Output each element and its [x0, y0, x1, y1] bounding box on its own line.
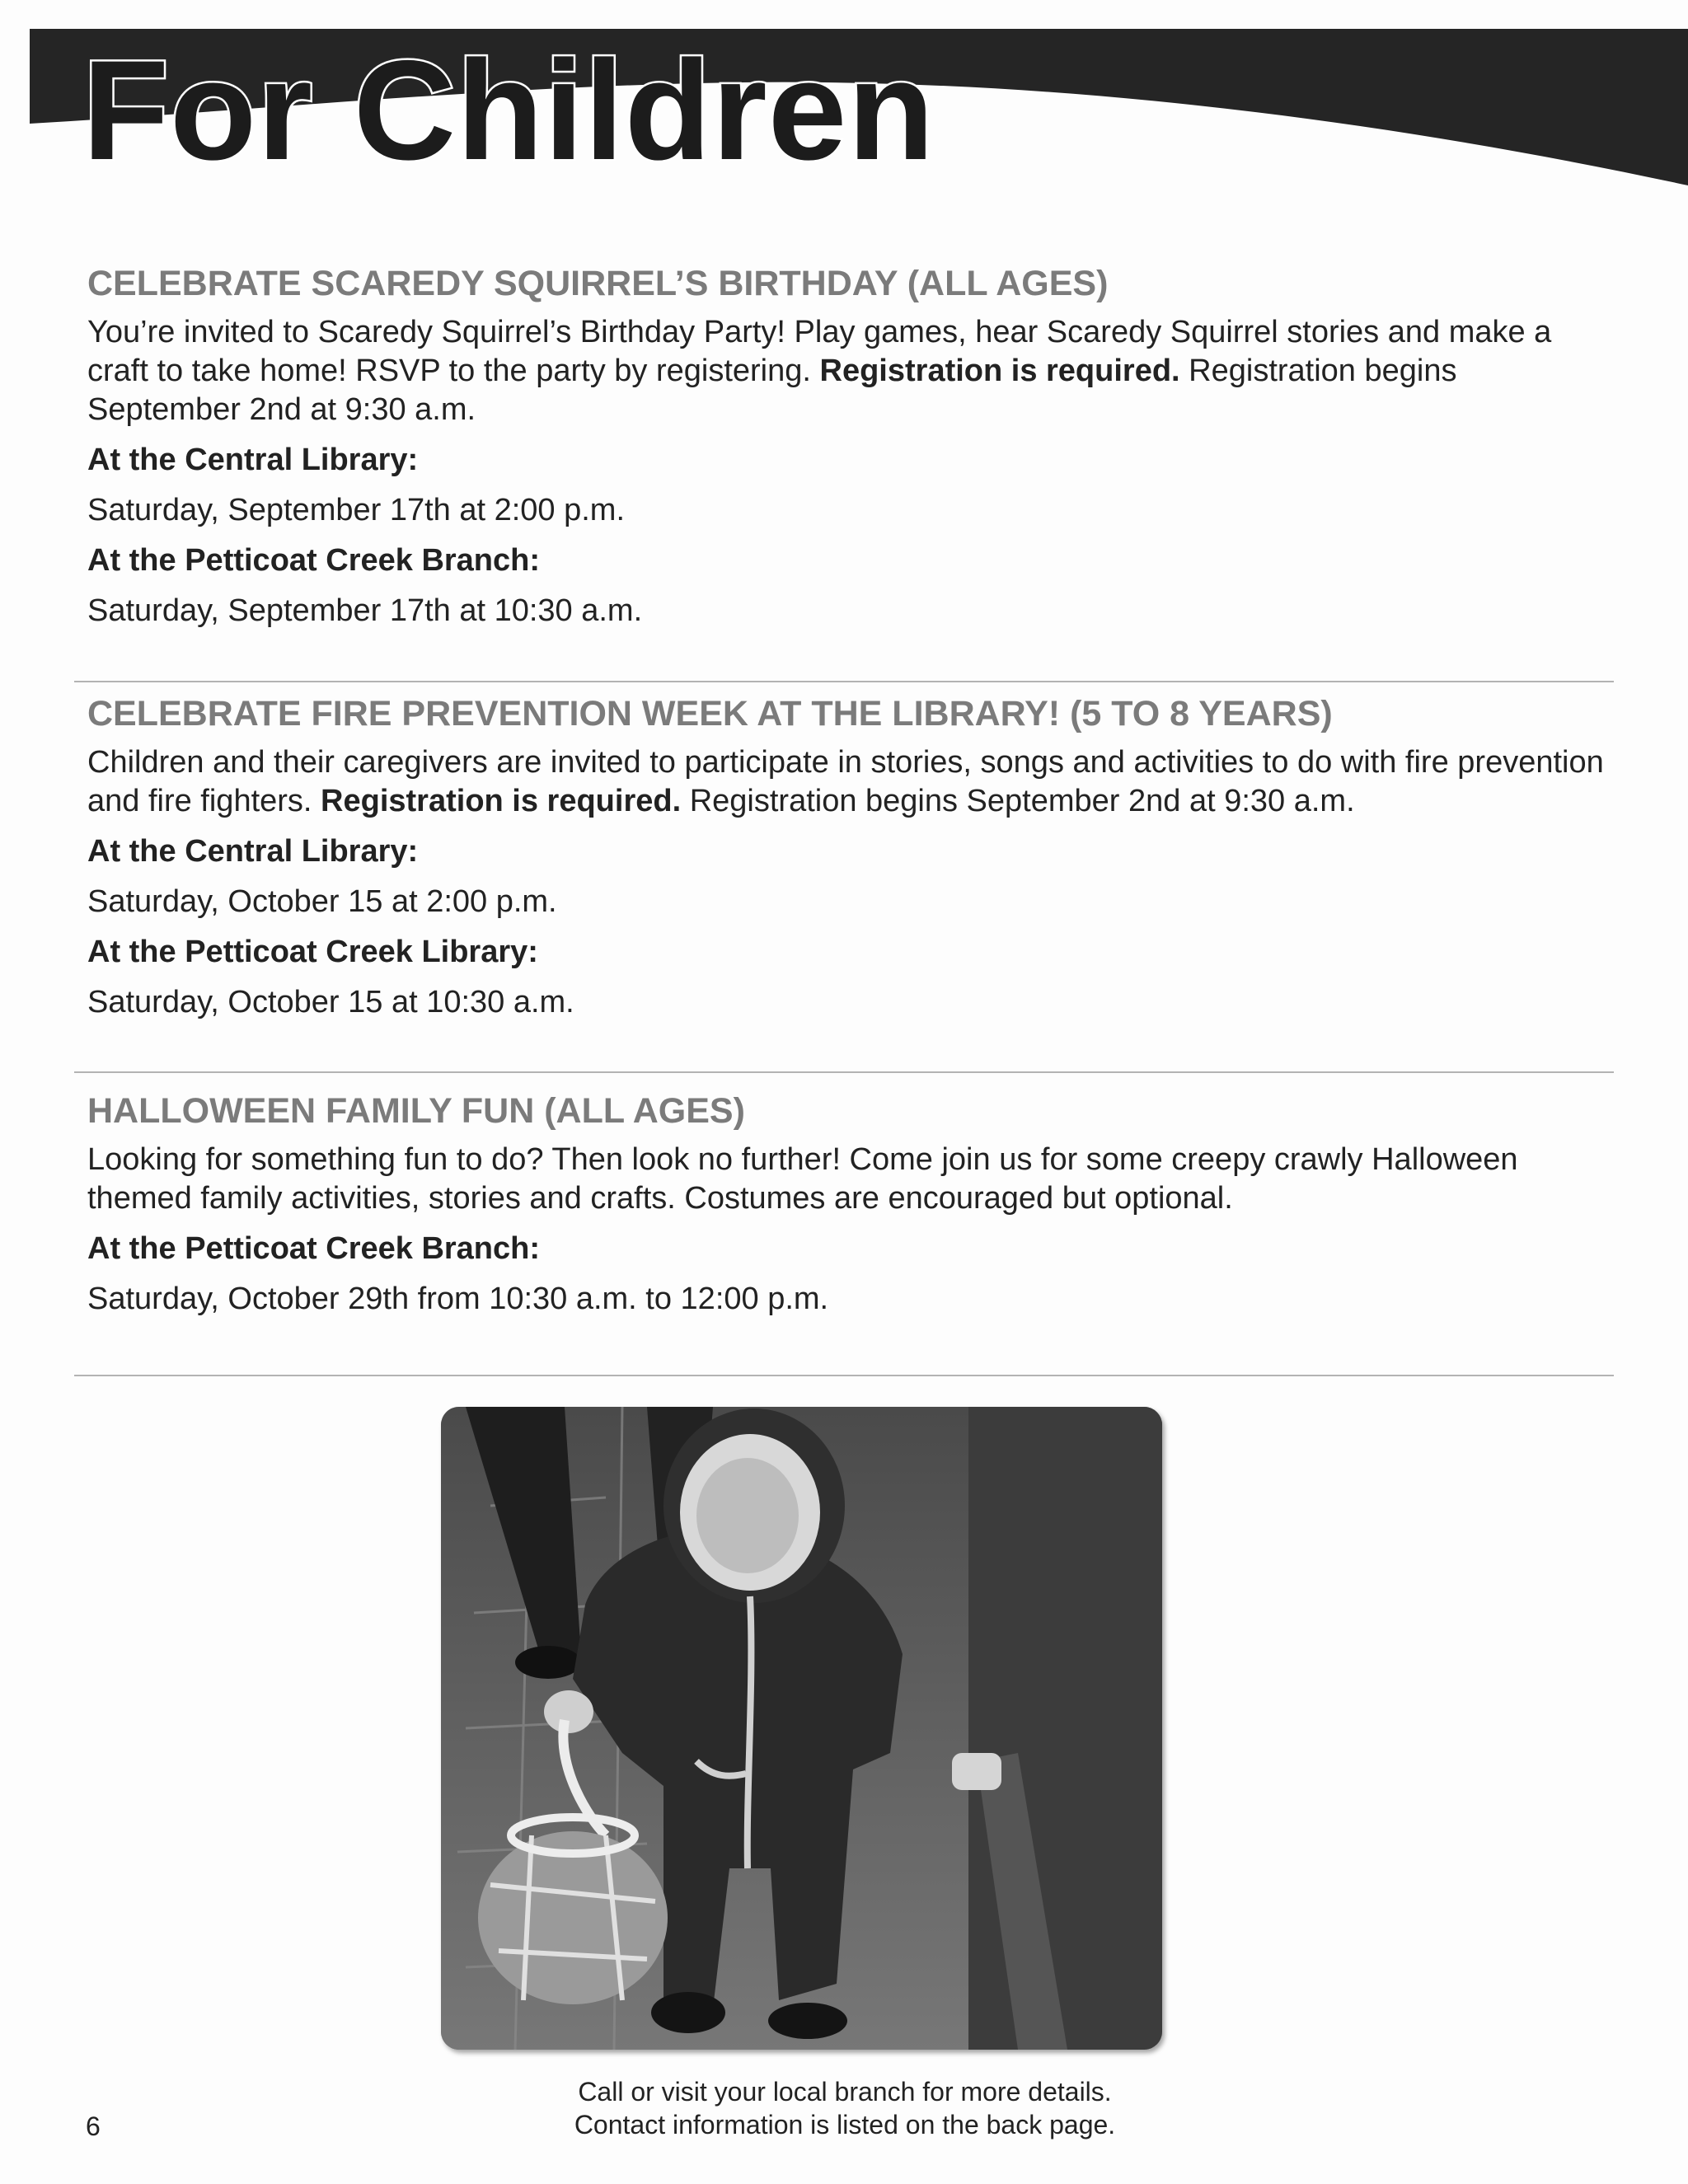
location-label: At the Petticoat Creek Branch: — [87, 1231, 541, 1266]
event-time: Saturday, October 15 at 10:30 a.m. — [87, 985, 574, 1019]
location-label: At the Central Library: — [87, 443, 419, 477]
event-time: Saturday, September 17th at 10:30 a.m. — [87, 593, 643, 628]
section-description: Looking for something fun to do? Then look no further! Come join us for some creepy crawly Halloween themed family activities, stories and crafts. Costumes are encouraged but optional. — [87, 1142, 1518, 1216]
section-title: CELEBRATE FIRE PREVENTION WEEK AT THE LIBRARY! (5 TO 8 YEARS) — [87, 694, 1333, 733]
event-time: Saturday, October 15 at 2:00 p.m. — [87, 884, 557, 919]
section-divider — [74, 1071, 1614, 1073]
page-title: For Children — [82, 31, 935, 190]
footer-note-details: Call or visit your local branch for more details. — [578, 2077, 1112, 2107]
section-divider — [74, 681, 1614, 682]
description-text: You’re invited to Scaredy Squirrel’s Birthday Party! Play games, hear Scaredy Squirrel stories and make a craft to take home! RSVP to the party by registering. — [87, 315, 1552, 388]
halloween-child-photo — [441, 1407, 1162, 2050]
photo-illustration — [441, 1407, 1162, 2050]
location-label: At the Petticoat Creek Library: — [87, 935, 538, 969]
location-label: At the Central Library: — [87, 834, 419, 869]
footer-note-contact: Contact information is listed on the back page. — [574, 2110, 1116, 2139]
description-text-end: Registration begins September 2nd at 9:30 a.m. — [681, 784, 1355, 818]
section-title: CELEBRATE SCAREDY SQUIRREL’S BIRTHDAY (ALL AGES) — [87, 264, 1109, 303]
registration-required-text: Registration is required. — [321, 784, 682, 818]
description-text: Children and their caregivers are invited to participate in stories, songs and activities to do with fire prevention and fire fighters. — [87, 745, 1604, 818]
section-description — [87, 743, 1612, 821]
event-section-halloween — [87, 1088, 1612, 1330]
event-section-scaredy-squirrel — [87, 260, 1612, 642]
registration-required-text: Registration is required. — [819, 354, 1180, 388]
event-time: Saturday, October 29th from 10:30 a.m. to 12:00 p.m. — [87, 1282, 829, 1316]
header-banner — [0, 0, 1688, 190]
section-title: HALLOWEEN FAMILY FUN (ALL AGES) — [87, 1091, 745, 1131]
event-section-fire-prevention — [87, 691, 1612, 1033]
location-label: At the Petticoat Creek Branch: — [87, 543, 541, 578]
description-text-end: Registration begins September 2nd at 9:30 a.m. — [87, 354, 1457, 427]
section-description — [87, 313, 1612, 429]
section-divider — [74, 1375, 1614, 1376]
page-number: 6 — [86, 2111, 101, 2141]
event-time: Saturday, September 17th at 2:00 p.m. — [87, 493, 626, 527]
